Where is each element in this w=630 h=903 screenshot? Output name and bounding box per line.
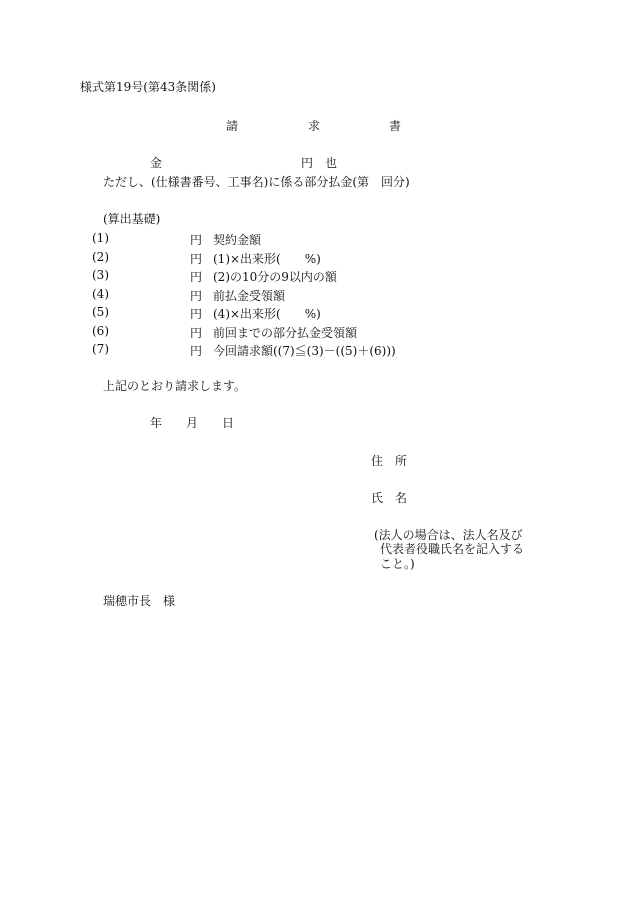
addressee: 瑞穂市長 様 bbox=[103, 594, 176, 608]
title-char-1: 請 bbox=[226, 119, 239, 133]
corp-note-line-3: こと。) bbox=[380, 557, 415, 571]
basis-row-unit: 円 bbox=[190, 326, 203, 340]
basis-row-number: (5) bbox=[92, 305, 109, 319]
amount-prefix: 金 bbox=[150, 156, 163, 170]
name-label: 氏 名 bbox=[371, 491, 408, 505]
title-char-2: 求 bbox=[308, 119, 321, 133]
amount-suffix: 円 也 bbox=[301, 156, 338, 170]
basis-row-description: (2)の10分の9以内の額 bbox=[213, 270, 337, 284]
basis-row-unit: 円 bbox=[190, 289, 203, 303]
basis-row-number: (4) bbox=[92, 287, 109, 301]
basis-row-description: 前払金受領額 bbox=[213, 289, 286, 303]
basis-row-3 bbox=[92, 268, 422, 282]
document-title bbox=[0, 119, 630, 133]
basis-row-number: (6) bbox=[92, 324, 109, 338]
basis-row-5 bbox=[92, 305, 422, 319]
basis-row-number: (2) bbox=[92, 250, 109, 264]
basis-row-unit: 円 bbox=[190, 344, 203, 358]
basis-row-4 bbox=[92, 287, 422, 301]
corp-note-line-2: 代表者役職氏名を記入する bbox=[380, 542, 525, 556]
basis-row-6 bbox=[92, 324, 422, 338]
request-statement: 上記のとおり請求します。 bbox=[103, 379, 247, 393]
corp-note-line-1: (法人の場合は、法人名及び bbox=[374, 528, 523, 542]
basis-row-1 bbox=[92, 231, 422, 245]
basis-row-unit: 円 bbox=[190, 307, 203, 321]
title-char-3: 書 bbox=[389, 119, 402, 133]
basis-heading: (算出基礎) bbox=[103, 212, 161, 226]
basis-row-description: 契約金額 bbox=[213, 233, 262, 247]
form-number: 様式第19号(第43条関係) bbox=[80, 80, 216, 94]
date-line: 年 月 日 bbox=[150, 416, 235, 430]
basis-row-unit: 円 bbox=[190, 233, 203, 247]
basis-row-unit: 円 bbox=[190, 270, 203, 284]
basis-row-description: (1)×出来形( %) bbox=[213, 252, 321, 266]
basis-row-2 bbox=[92, 250, 422, 264]
basis-row-number: (7) bbox=[92, 342, 109, 356]
address-label: 住 所 bbox=[371, 454, 408, 468]
proviso-text: ただし、(仕様書番号、工事名)に係る部分払金(第 回分) bbox=[103, 175, 410, 189]
basis-row-unit: 円 bbox=[190, 252, 203, 266]
basis-row-description: (4)×出来形( %) bbox=[213, 307, 321, 321]
basis-row-number: (3) bbox=[92, 268, 109, 282]
basis-row-description: 今回請求額((7)≦(3)－((5)＋(6))) bbox=[213, 344, 396, 358]
basis-row-7 bbox=[92, 342, 422, 356]
basis-row-number: (1) bbox=[92, 231, 109, 245]
basis-row-description: 前回までの部分払金受領額 bbox=[213, 326, 358, 340]
